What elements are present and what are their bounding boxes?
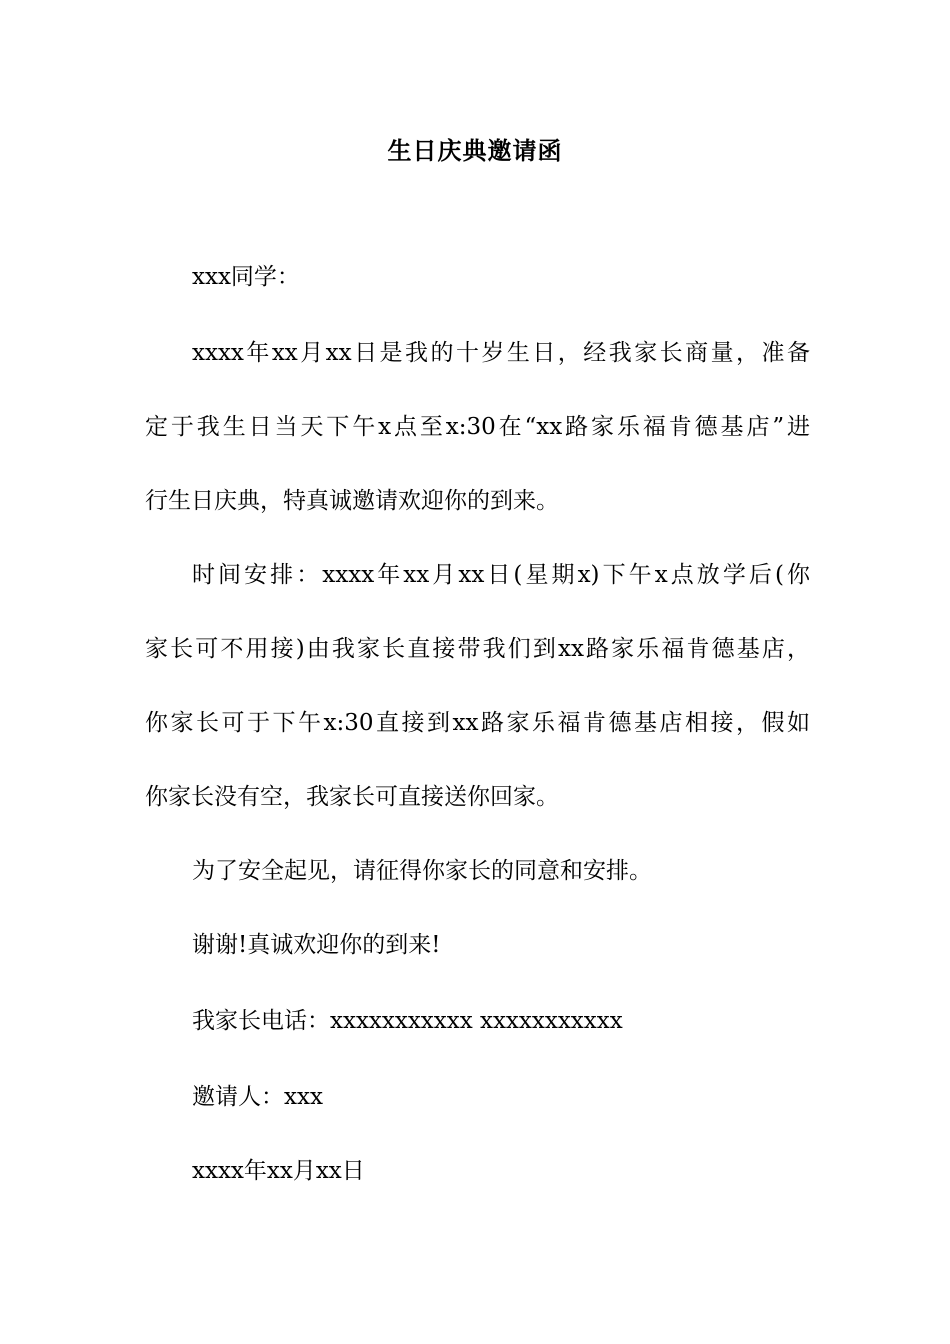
salutation: xxx同学： — [192, 264, 300, 290]
paragraph2-line3: 你家长可于下午x:30直接到xx路家乐福肯德基店相接，假如 — [145, 710, 810, 736]
phone-line: 我家长电话：xxxxxxxxxxx xxxxxxxxxxx — [192, 1008, 623, 1034]
paragraph2-line4: 你家长没有空，我家长可直接送你回家。 — [145, 784, 559, 810]
paragraph1-line2: 定于我生日当天下午x点至x:30在“xx路家乐福肯德基店”进 — [145, 414, 810, 440]
paragraph1-line1: xxxx年xx月xx日是我的十岁生日，经我家长商量，准备 — [192, 340, 810, 366]
paragraph2-line2: 家长可不用接)由我家长直接带我们到xx路家乐福肯德基店， — [145, 636, 810, 662]
paragraph2-line1: 时间安排：xxxx年xx月xx日(星期x)下午x点放学后(你 — [192, 562, 810, 588]
inviter-line: 邀请人：xxx — [192, 1084, 323, 1110]
date-line: xxxx年xx月xx日 — [192, 1158, 365, 1184]
paragraph3: 为了安全起见，请征得你家长的同意和安排。 — [192, 858, 652, 884]
paragraph4: 谢谢!真诚欢迎你的到来! — [192, 932, 441, 958]
paragraph1-line3: 行生日庆典，特真诚邀请欢迎你的到来。 — [145, 488, 559, 514]
document-title: 生日庆典邀请函 — [387, 136, 563, 165]
